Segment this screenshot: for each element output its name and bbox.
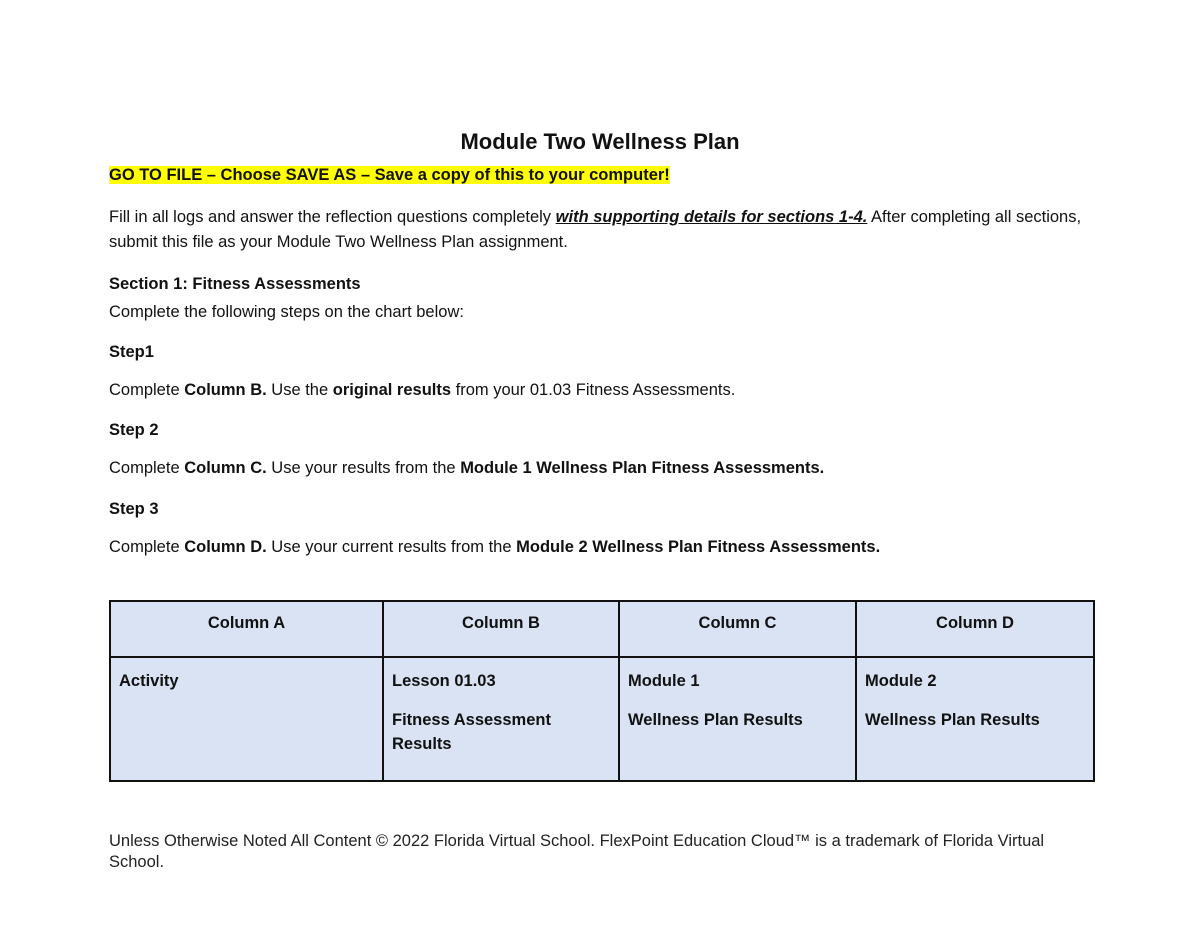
step-1-text	[109, 378, 1099, 403]
step-text: from your 01.03 Fitness Assessments.	[451, 381, 736, 399]
step-1-label: Step1	[109, 343, 154, 361]
intro-emphasis: with supporting details for sections 1-4.	[555, 208, 868, 226]
copyright-footer: Unless Otherwise Noted All Content © 2022 Florida Virtual School. FlexPoint Education Cloud™ is a trademark of Florida Virtual School.	[109, 832, 1045, 871]
step-text: Use your results from the	[266, 459, 461, 477]
header-column-d: Column D	[856, 601, 1094, 657]
cell-line-1: Module 2	[865, 672, 937, 690]
cell-activity[interactable]	[110, 657, 383, 781]
highlighted-text: GO TO FILE – Choose SAVE AS – Save a copy of this to your computer!	[109, 166, 670, 184]
cell-line-2: Wellness Plan Results	[865, 711, 1040, 729]
step-2-text	[109, 456, 1099, 481]
step-text: Use the	[266, 381, 333, 399]
header-column-c: Column C	[619, 601, 856, 657]
cell-line-1: Lesson 01.03	[392, 672, 496, 690]
step-column: Column D.	[184, 538, 267, 556]
step-2-label: Step 2	[109, 421, 159, 439]
step-bold: original results	[332, 381, 452, 399]
cell-column-d[interactable]	[856, 657, 1094, 781]
cell-line-2: Wellness Plan Results	[628, 711, 803, 729]
step-bold: Module 2 Wellness Plan Fitness Assessments.	[516, 538, 881, 556]
section-1-subtext: Complete the following steps on the chart below:	[109, 303, 464, 321]
step-column: Column B.	[184, 381, 267, 399]
cell-line-1: Activity	[119, 672, 179, 690]
step-text: Use your current results from the	[266, 538, 517, 556]
step-column: Column C.	[184, 459, 267, 477]
step-bold: Module 1 Wellness Plan Fitness Assessments.	[460, 459, 825, 477]
cell-column-b[interactable]	[383, 657, 619, 781]
step-3-text	[109, 535, 1099, 560]
step-text: Complete	[109, 538, 185, 556]
cell-line-2: Fitness Assessment Results	[392, 711, 551, 753]
header-column-a: Column A	[110, 601, 383, 657]
cell-column-c[interactable]	[619, 657, 856, 781]
intro-text-2: After completing all sections, submit this file as your Module Two Wellness Plan assignment.	[109, 208, 1082, 251]
save-instruction	[109, 164, 670, 186]
page-title: Module Two Wellness Plan	[460, 129, 740, 154]
intro-text-1: Fill in all logs and answer the reflection questions completely	[109, 208, 556, 226]
cell-line-1: Module 1	[628, 672, 700, 690]
header-column-b: Column B	[383, 601, 619, 657]
intro-paragraph	[109, 205, 1099, 255]
step-text: Complete	[109, 381, 185, 399]
step-3-label: Step 3	[109, 500, 159, 518]
table-row	[110, 657, 1094, 781]
section-1-heading: Section 1: Fitness Assessments	[109, 275, 361, 293]
table-header-row	[110, 601, 1094, 657]
fitness-assessment-table	[109, 600, 1095, 782]
step-text: Complete	[109, 459, 185, 477]
